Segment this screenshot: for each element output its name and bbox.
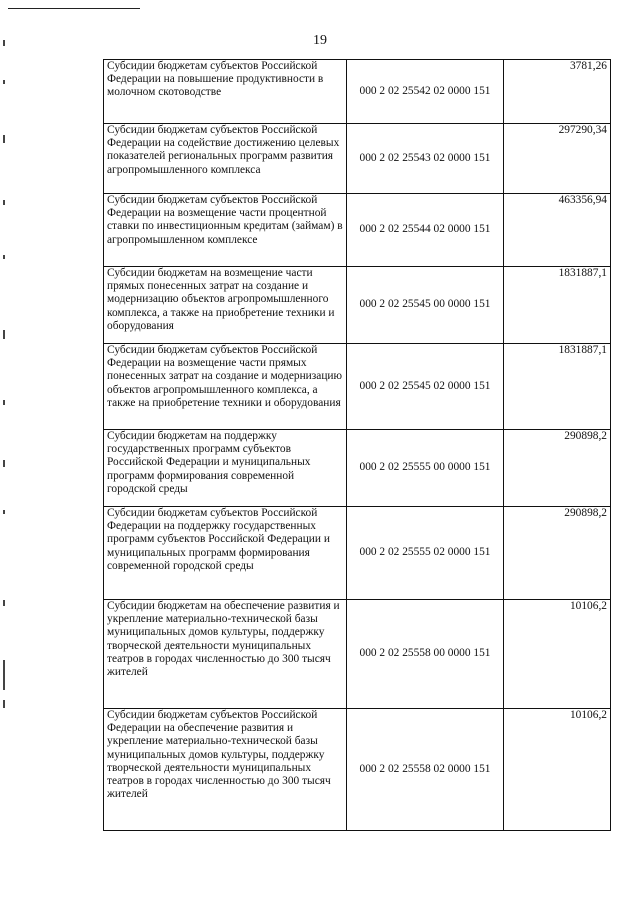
row-code: 000 2 02 25555 00 0000 151 — [347, 430, 504, 507]
row-amount: 1831887,1 — [504, 344, 611, 430]
table-row — [104, 344, 611, 430]
row-name: Субсидии бюджетам на поддержку государственных программ субъектов Российской Федерации и муниципальных программ формирования современной городской среды — [104, 430, 347, 507]
row-amount: 297290,34 — [504, 124, 611, 194]
row-amount: 3781,26 — [504, 60, 611, 124]
table-row — [104, 507, 611, 600]
scan-edge-line — [8, 8, 140, 9]
row-name: Субсидии бюджетам субъектов Российской Федерации на содействие достижению целевых показателей региональных программ развития агропромышленного комплекса — [104, 124, 347, 194]
row-code: 000 2 02 25558 02 0000 151 — [347, 709, 504, 831]
row-amount: 10106,2 — [504, 709, 611, 831]
row-name: Субсидии бюджетам на обеспечение развития и укрепление материально-технической базы муниципальных домов культуры, поддержку творческой деятельности муниципальных театров в городах численностью до 300 тысяч жителей — [104, 600, 347, 709]
row-amount: 10106,2 — [504, 600, 611, 709]
row-amount: 290898,2 — [504, 430, 611, 507]
table-row — [104, 60, 611, 124]
table-row — [104, 124, 611, 194]
row-code: 000 2 02 25555 02 0000 151 — [347, 507, 504, 600]
row-amount: 1831887,1 — [504, 267, 611, 344]
row-name: Субсидии бюджетам субъектов Российской Федерации на повышение продуктивности в молочном скотоводстве — [104, 60, 347, 124]
row-code: 000 2 02 25558 00 0000 151 — [347, 600, 504, 709]
row-code: 000 2 02 25544 02 0000 151 — [347, 194, 504, 267]
row-name: Субсидии бюджетам субъектов Российской Федерации на возмещение части процентной ставки по инвестиционным кредитам (займам) в агропромышленном комплексе — [104, 194, 347, 267]
row-code: 000 2 02 25543 02 0000 151 — [347, 124, 504, 194]
row-name: Субсидии бюджетам субъектов Российской Федерации на поддержку государственных программ субъектов Российской Федерации и муниципальных программ формирования современной городской среды — [104, 507, 347, 600]
row-code: 000 2 02 25545 00 0000 151 — [347, 267, 504, 344]
row-amount: 463356,94 — [504, 194, 611, 267]
row-code: 000 2 02 25545 02 0000 151 — [347, 344, 504, 430]
table-row — [104, 430, 611, 507]
row-name: Субсидии бюджетам субъектов Российской Федерации на обеспечение развития и укрепление материально-технической базы муниципальных домов культуры, поддержку творческой деятельности муниципальных театров в городах численностью до 300 тысяч жителей — [104, 709, 347, 831]
page-number: 19 — [313, 33, 327, 48]
row-name: Субсидии бюджетам субъектов Российской Федерации на возмещение части прямых понесенных затрат на создание и модернизацию объектов агропромышленного комплекса, а также на приобретение техники и оборудования — [104, 344, 347, 430]
table-row — [104, 709, 611, 831]
table-row — [104, 267, 611, 344]
table-row — [104, 194, 611, 267]
table-row — [104, 600, 611, 709]
row-name: Субсидии бюджетам на возмещение части прямых понесенных затрат на создание и модернизацию объектов агропромышленного комплекса, а также на приобретение техники и оборудования — [104, 267, 347, 344]
budget-table — [103, 59, 611, 831]
row-code: 000 2 02 25542 02 0000 151 — [347, 60, 504, 124]
scan-margin-marks — [3, 40, 9, 720]
row-amount: 290898,2 — [504, 507, 611, 600]
